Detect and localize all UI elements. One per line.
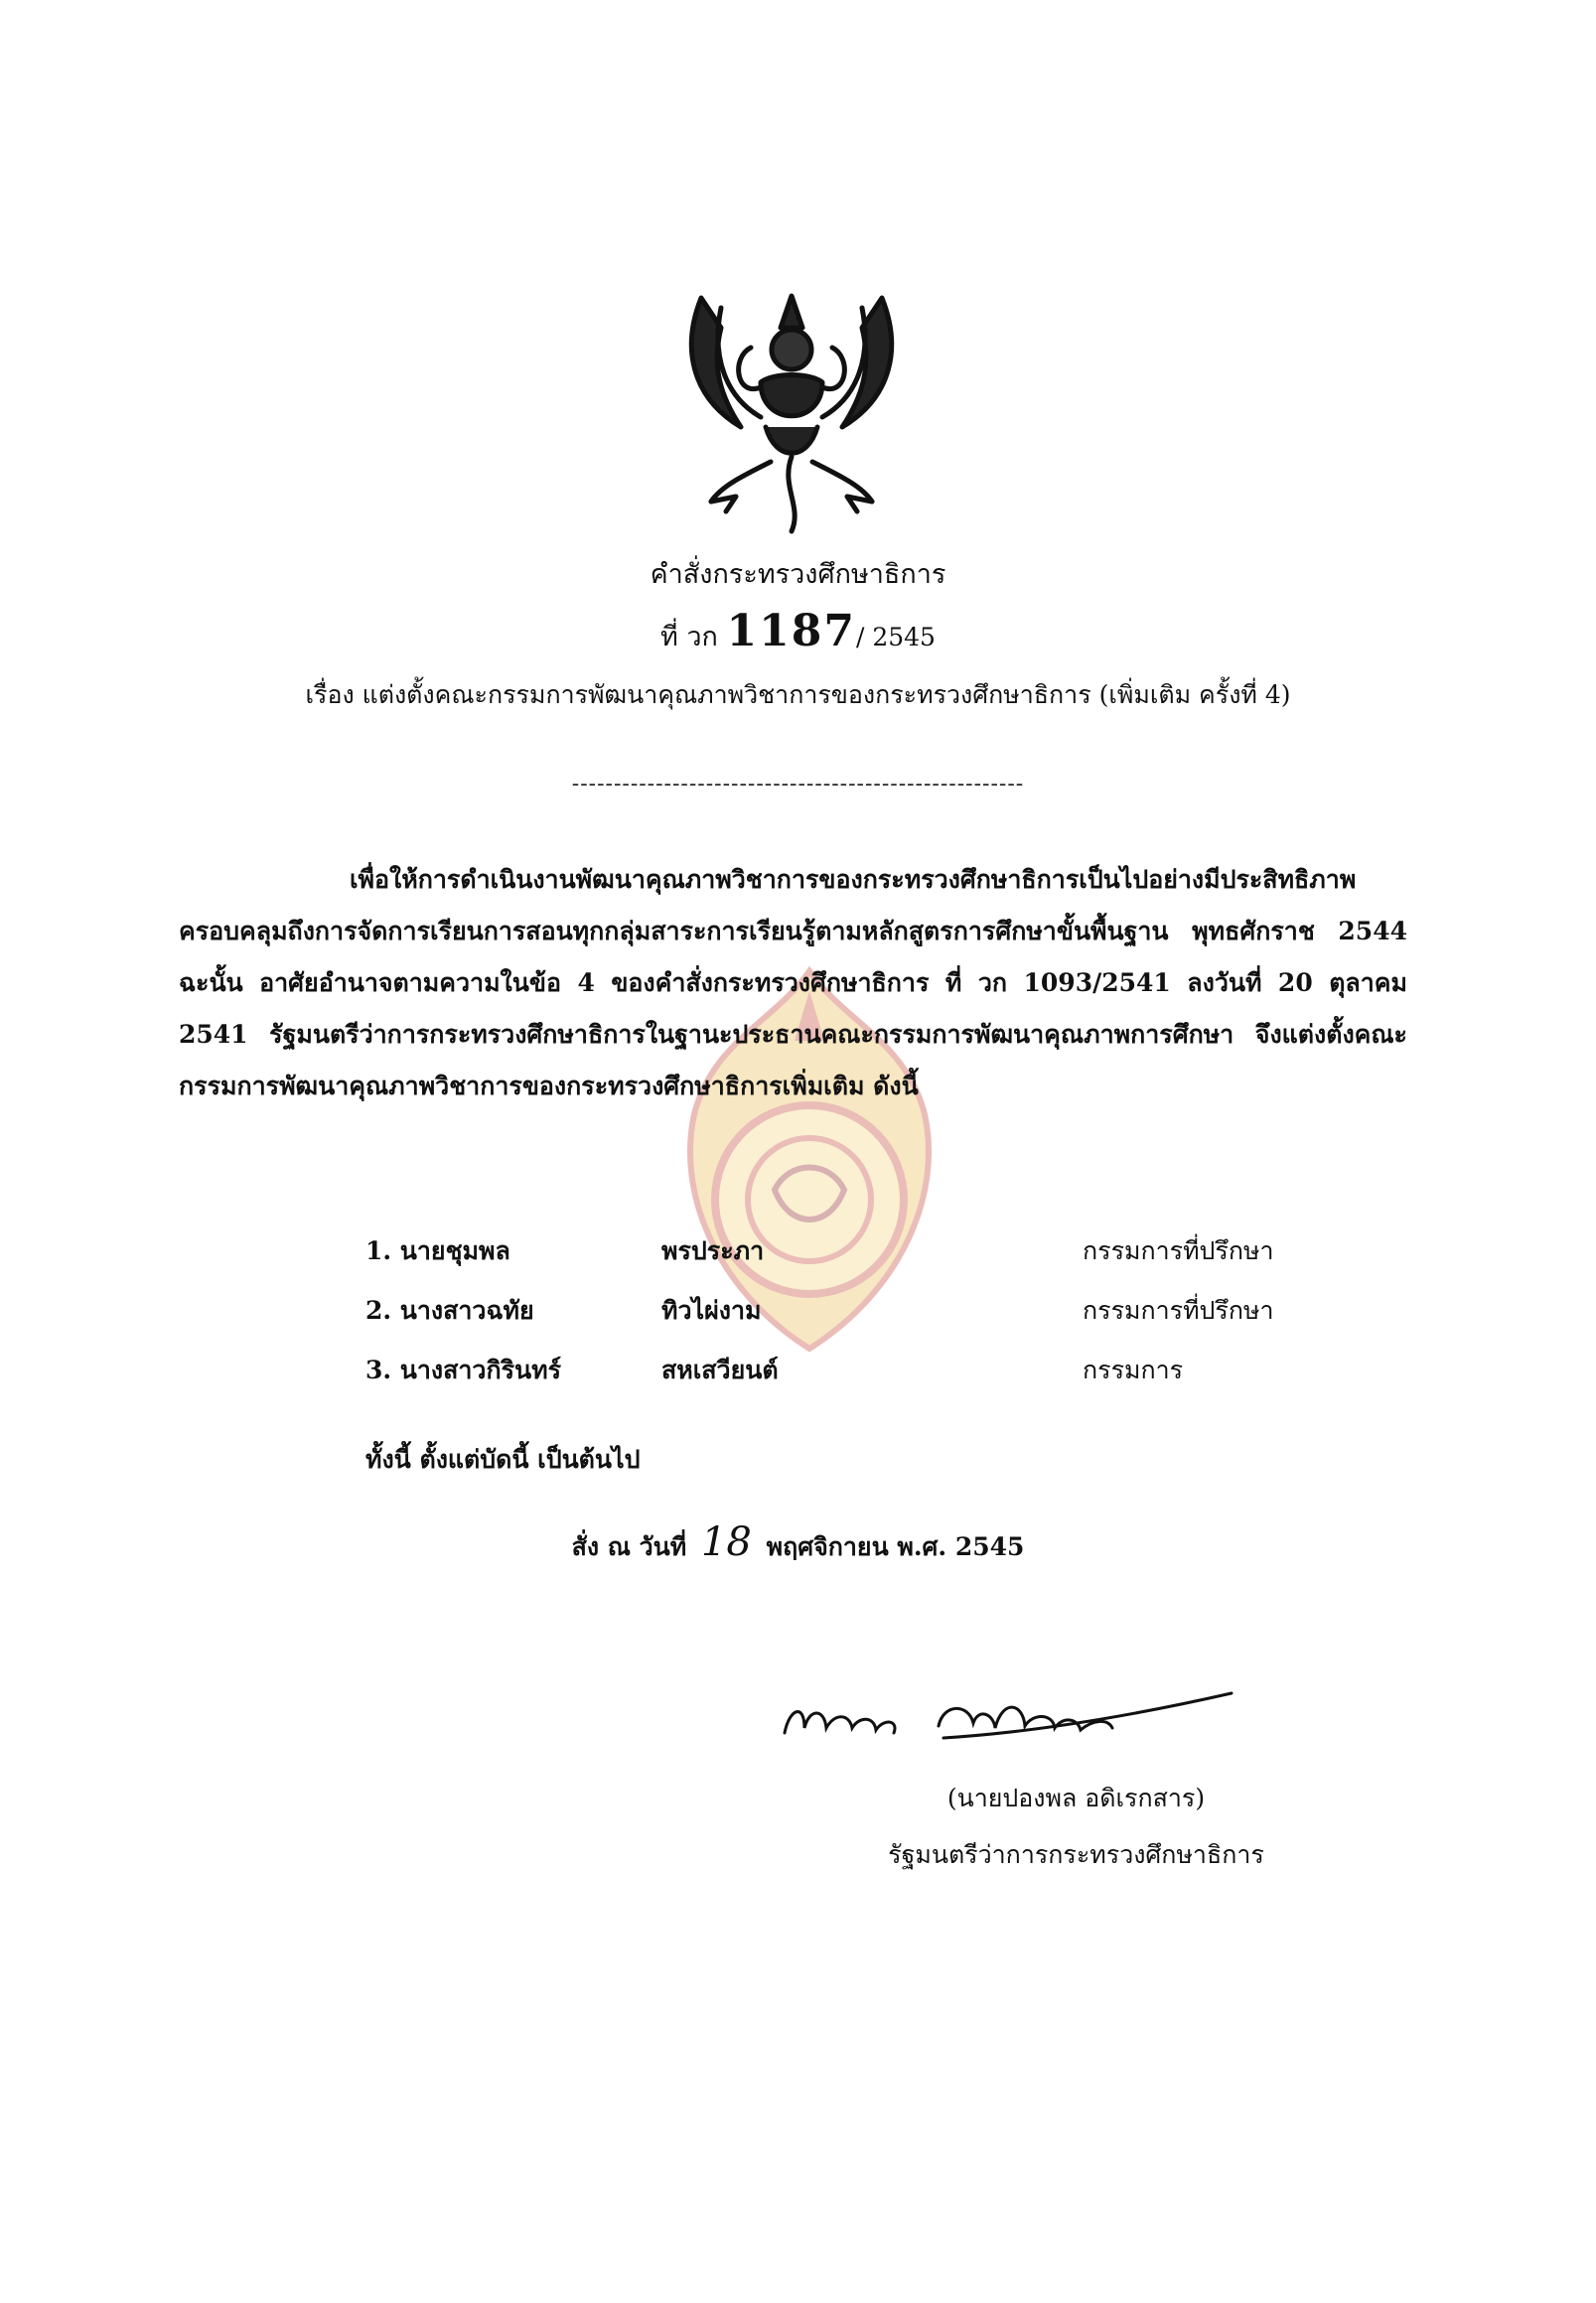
member-row bbox=[0, 1291, 1596, 1343]
member-name: 3. นางสาวกิรินทร์ bbox=[365, 1356, 562, 1384]
member-name: 1. นายชุมพล bbox=[365, 1236, 510, 1265]
order-number: 1187 bbox=[726, 606, 856, 656]
order-year: / 2545 bbox=[855, 623, 936, 651]
closing-statement: ทั้งนี้ ตั้งแต่บัดนี้ เป็นต้นไป bbox=[365, 1445, 641, 1474]
date-day: 18 bbox=[700, 1519, 752, 1565]
order-prefix: ที่ วก bbox=[660, 622, 718, 652]
date-month-year: พฤศจิกายน พ.ศ. 2545 bbox=[766, 1532, 1025, 1561]
handwritten-signature bbox=[765, 1678, 1261, 1758]
order-number-line bbox=[0, 606, 1596, 657]
garuda-emblem bbox=[681, 288, 902, 536]
order-title: คำสั่งกระทรวงศึกษาธิการ bbox=[650, 559, 946, 590]
body-paragraph: เพื่อให้การดำเนินงานพัฒนาคุณภาพวิชาการของกระทรวงศึกษาธิการเป็นไปอย่างมีประสิทธิภาพครอบคลุมถึงการจัดการเรียนการสอนทุกกลุ่มสาระการเรียนรู้ตามหลักสูตรการศึกษาขั้นพื้นฐาน พุทธศักราช 2544 ฉะนั้น อาศัยอำนาจตามความในข้อ 4 ของคำสั่งกระทรวงศึกษาธิการ ที่ วก 1093/2541 ลงวันที่ 20 ตุลาคม 2541 รัฐมนตรีว่าการกระทรวงศึกษาธิการในฐานะประธานคณะกรรมการพัฒนาคุณภาพการศึกษา จึงแต่งตั้งคณะกรรมการพัฒนาคุณภาพวิชาการของกระทรวงศึกษาธิการเพิ่มเติม ดังนี้ bbox=[179, 865, 1407, 1100]
signer-name bbox=[0, 1779, 1596, 1818]
divider-line: ------------------------------------------------------ bbox=[571, 772, 1025, 796]
member-role: กรรมการที่ปรึกษา bbox=[1083, 1236, 1274, 1265]
member-surname: สหเสวียนต์ bbox=[661, 1356, 779, 1384]
member-row bbox=[0, 1351, 1596, 1402]
order-date bbox=[0, 1519, 1596, 1567]
member-surname: ทิวไผ่งาม bbox=[661, 1296, 762, 1325]
member-surname: พรประภา bbox=[661, 1236, 765, 1265]
date-prefix: สั่ง ณ วันที่ bbox=[571, 1532, 687, 1561]
order-subject: เรื่อง แต่งตั้งคณะกรรมการพัฒนาคุณภาพวิชาการของกระทรวงศึกษาธิการ (เพิ่มเติม ครั้งที่ 4) bbox=[305, 680, 1291, 709]
signer-position bbox=[0, 1835, 1596, 1875]
member-row bbox=[0, 1231, 1596, 1283]
signer-name-text: (นายปองพล อดิเรกสาร) bbox=[946, 1784, 1206, 1812]
member-role: กรรมการที่ปรึกษา bbox=[1083, 1296, 1274, 1325]
member-name: 2. นางสาวฉทัย bbox=[365, 1296, 534, 1325]
order-body bbox=[179, 854, 1407, 1112]
signer-position-text: รัฐมนตรีว่าการกระทรวงศึกษาธิการ bbox=[888, 1840, 1264, 1869]
member-role: กรรมการ bbox=[1083, 1356, 1184, 1384]
